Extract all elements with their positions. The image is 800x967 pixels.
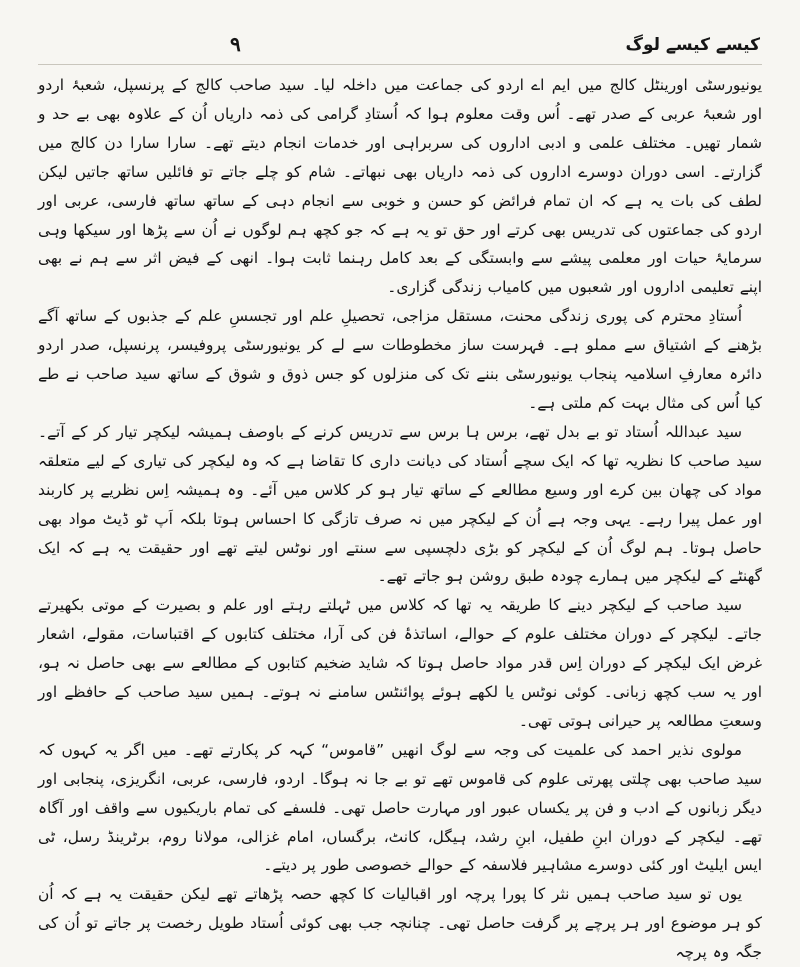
- paragraph: سید عبداللہ اُستاد تو بے بدل تھے، برس ہا برس سے تدریس کرنے کے باوصف ہمیشہ لیکچر تیار کر کے آتے۔ سید صاحب کا نظریہ تھا کہ ایک سچے اُستاد کی دیانت داری کا تقاضا ہے کہ وہ لیکچر کی تیاری کے لیے متعلقہ مواد کی چھان بین کرے اور وسیع مطالعے کے ساتھ تیار ہو کر کلاس میں آئے۔ وہ ہمیشہ اِس نظریے پر کاربند اور عمل پیرا رہے۔ یہی وجہ ہے اُن کے لیکچر میں نہ صرف تازگی کا احساس ہوتا بلکہ اَپ ٹو ڈیٹ مواد بھی حاصل ہوتا۔ ہم لوگ اُن کے لیکچر کو بڑی دلچسپی سے سنتے اور نوٹس لیتے تھے اور حقیقت یہ ہے کہ ایک گھنٹے کے لیکچر میں ہمارے چودہ طبق روشن ہو جاتے تھے۔: [38, 422, 762, 586]
- paragraph: یونیورسٹی اورینٹل کالج میں ایم اے اردو کی جماعت میں داخلہ لیا۔ سید صاحب کالج کے پرنسپل، شعبۂ اردو اور شعبۂ عربی کے صدر تھے۔ اُس وقت معلوم ہوا کہ اُستادِ گرامی کی ذمہ داریاں اُن کے علاوہ بھی بے حد و شمار تھیں۔ مختلف علمی و ادبی اداروں کی سربراہی اور خدمات انجام دیتے تھے۔ سارا سارا دن کالج میں گزارتے۔ اسی دوران دوسرے اداروں کی ذمہ داریاں بھی نبھاتے۔ شام کو چلے جاتے تو فائلیں ساتھ جاتیں لیکن لطف کی بات یہ ہے کہ ان تمام فرائض کو حسن و خوبی سے انجام دہی کے ساتھ ساتھ فارسی، عربی اور اردو کی جماعتوں کی تدریس بھی کرتے اور حق تو یہ ہے کہ جو کچھ ہم لوگوں نے اُن سے پڑھا اور سیکھا وہی سرمایۂ حیات اور معلمی پیشے سے وابستگی کے بعد کامل رہنما ثابت ہوا۔ انھی کے فیض اثر سے ہم نے بھی اپنے تعلیمی اداروں اور شعبوں میں کامیاب زندگی گزاری۔: [38, 76, 762, 297]
- paragraph: اُستادِ محترم کی پوری زندگی محنت، مستقل مزاجی، تحصیلِ علم اور تجسسِ علم کے جذبوں کے ساتھ آگے بڑھنے کے اشتیاق سے مملو ہے۔ فہرست ساز مخطوطات سے لے کر یونیورسٹی پروفیسر، پرنسپل، صدر اردو دائرہ معارفِ اسلامیہ پنجاب یونیورسٹی بننے تک کی منزلوں کو جس ذوق و شوق کے ساتھ سید صاحب نے طے کیا اُس کی مثال بہت کم ملتی ہے۔: [38, 307, 762, 412]
- page-body: [38, 71, 762, 967]
- paragraph: سید صاحب کے لیکچر دینے کا طریقہ یہ تھا کہ کلاس میں ٹہلتے رہتے اور علم و بصیرت کے موتی بکھیرتے جاتے۔ لیکچر کے دوران مختلف علوم کے حوالے، اساتذۂ فن کی آرا، مختلف کتابوں کے اقتباسات، مقولے، اشعار غرض ایک لیکچر کے دوران اِس قدر مواد حاصل ہوتا کہ شاید ضخیم کتابوں کے مطالعے سے بھی حاصل نہ ہو، اور یہ سب کچھ زبانی۔ کوئی نوٹس یا لکھے ہوئے پوائنٹس سامنے نہ ہوتے۔ ہمیں سید صاحب کے حافظے اور وسعتِ مطالعہ پر حیرانی ہوتی تھی۔: [38, 596, 762, 730]
- paragraph: یوں تو سید صاحب ہمیں نثر کا پورا پرچہ اور اقبالیات کا کچھ حصہ پڑھاتے تھے لیکن حقیقت یہ ہے کہ اُن کو ہر موضوع اور ہر پرچے پر گرفت حاصل تھی۔ چنانچہ جب بھی کوئی اُستاد طویل رخصت پر جاتے تو اُن کی جگہ وہ پرچہ: [38, 885, 762, 962]
- running-head: کیسے کیسے لوگ: [625, 35, 760, 55]
- page-number: ۹: [230, 32, 241, 56]
- page-header: [38, 28, 762, 65]
- paragraph: مولوی نذیر احمد کی علمیت کی وجہ سے لوگ انھیں ”قاموس“ کہہ کر پکارتے تھے۔ میں اگر یہ کہوں کہ سید صاحب بھی چلتی پھرتی علوم کی قاموس تھے تو بے جا نہ ہوگا۔ اردو، فارسی، عربی، انگریزی، پنجابی اور دیگر زبانوں کے ادب و فن پر یکساں عبور اور مہارت حاصل تھی۔ فلسفے کی تمام باریکیوں سے واقف اور آگاہ تھے۔ لیکچر کے دوران ابنِ طفیل، ابنِ رشد، ہیگل، کانٹ، برگساں، امام غزالی، مولانا روم، برٹرینڈ رسل، ٹی ایس ایلیٹ اور کئی دوسرے مشاہیر فلاسفہ کے حوالے خصوصی طور پر دیتے۔: [38, 740, 762, 875]
